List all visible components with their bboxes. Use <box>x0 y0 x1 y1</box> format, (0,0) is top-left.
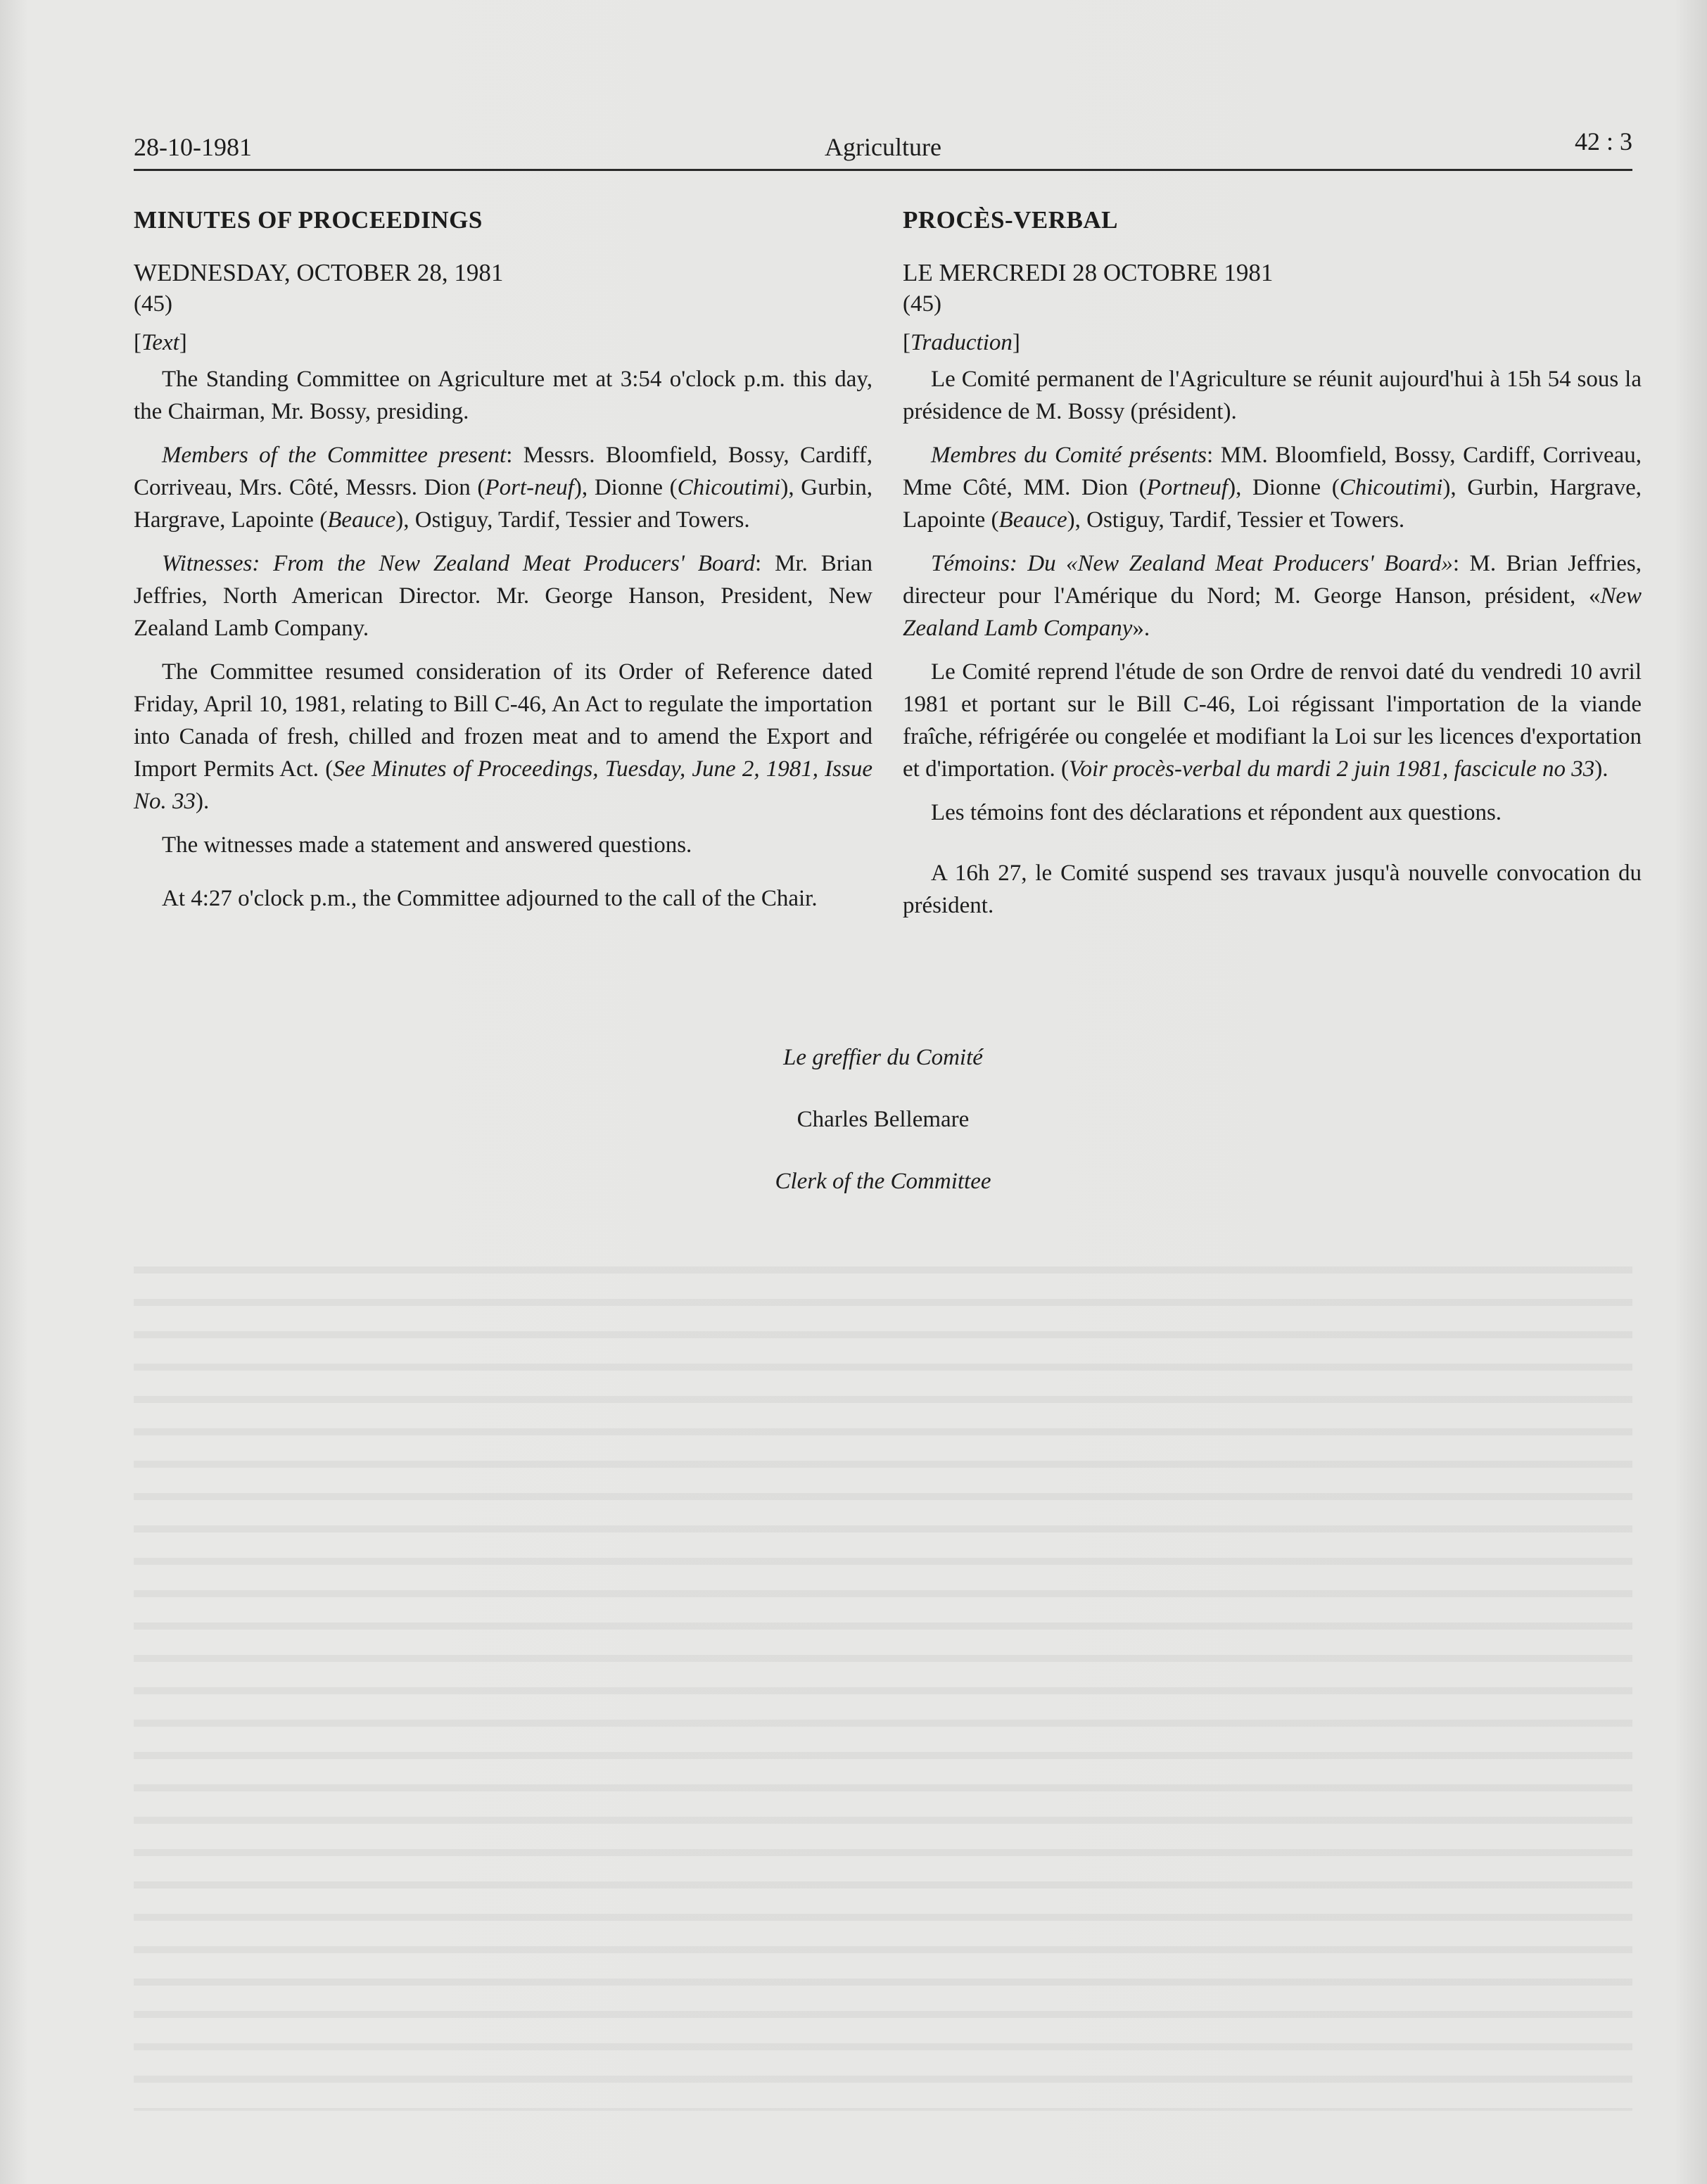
english-riding-beauce: Beauce <box>327 507 396 533</box>
french-witnesses-company: New Zealand Lamb Company <box>903 583 1642 641</box>
french-adjourn-paragraph: A 16h 27, le Comité suspend ses travaux jusqu'à nouvelle convocation du président. <box>903 861 1642 918</box>
french-witnesses-org: : Du «New Zealand Meat Producers' Board» <box>1009 551 1453 576</box>
bleed-through-texture <box>134 1266 1632 2111</box>
french-opening-paragraph: Le Comité permanent de l'Agriculture se réunit aujourd'hui à 15h 54 sous la présidence de M. Bossy (président). <box>903 367 1642 424</box>
french-members-text-3: ), Gurbin, Hargrave, Lapointe ( <box>903 475 1642 533</box>
french-members-text-1: : MM. Bloomfield, Bossy, Cardiff, Corriveau, Mme Côté, MM. Dion ( <box>903 443 1642 500</box>
english-adjourn-paragraph: At 4:27 o'clock p.m., the Committee adjourned to the call of the Chair. <box>162 886 818 911</box>
english-witnesses-org: : From the New Zealand Meat Producers' Board <box>252 551 756 576</box>
clerk-name: Charles Bellemare <box>797 1107 970 1132</box>
header-page-number: 42 : 3 <box>1574 127 1632 155</box>
english-meeting-number: (45) <box>134 291 172 317</box>
french-members-text-2: ), Dionne ( <box>1228 475 1340 500</box>
running-header <box>134 125 1632 171</box>
clerk-title-french: Le greffier du Comité <box>783 1045 983 1070</box>
french-witnesses-statement: Les témoins font des déclarations et répondent aux questions. <box>931 800 1502 825</box>
french-heading: PROCÈS-VERBAL <box>903 206 1118 234</box>
french-resume-reference: Voir procès-verbal du mardi 2 juin 1981, fascicule no 33 <box>1068 756 1595 782</box>
english-witnesses-paragraph <box>134 547 872 645</box>
french-riding-beauce: Beauce <box>998 507 1067 533</box>
english-members-text-4: ), Ostiguy, Tardif, Tessier and Towers. <box>395 507 750 533</box>
french-text-tag: [Traduction] <box>903 330 1020 355</box>
french-riding-portneuf: Portneuf <box>1146 475 1229 500</box>
french-witnesses-label: Témoins <box>931 551 1010 576</box>
english-opening-paragraph: The Standing Committee on Agriculture met at 3:54 o'clock p.m. this day, the Chairman, Mr. Bossy, presiding. <box>134 367 872 424</box>
english-witnesses-names: : Mr. Brian Jeffries, North American Director. Mr. George Hanson, President, New Zealand Lamb Company. <box>134 551 873 641</box>
french-riding-chicoutimi: Chicoutimi <box>1339 475 1443 500</box>
french-meeting-number: (45) <box>903 291 941 317</box>
french-witnesses-paragraph <box>903 547 1642 645</box>
french-date: LE MERCREDI 28 OCTOBRE 1981 <box>903 259 1274 286</box>
english-column <box>134 204 872 926</box>
english-members-text-1: : Messrs. Bloomfield, Bossy, Cardiff, Corriveau, Mrs. Côté, Messrs. Dion ( <box>134 443 872 500</box>
english-resume-reference: See Minutes of Proceedings, Tuesday, June 2, 1981, Issue No. 33 <box>134 756 873 814</box>
english-members-label: Members of the Committee present <box>162 443 507 468</box>
french-column <box>903 204 1642 933</box>
french-resume-end: ). <box>1594 756 1608 782</box>
french-members-label: Membres du Comité présents <box>931 443 1207 468</box>
french-text-tag-label: Traduction <box>910 330 1013 355</box>
english-text-tag-label: Text <box>141 330 179 355</box>
french-witnesses-names: : M. Brian Jeffries, directeur pour l'Amérique du Nord; M. George Hanson, président, « <box>903 551 1642 609</box>
english-witnesses-label: Witnesses <box>162 551 253 576</box>
english-resume-paragraph <box>134 656 872 818</box>
english-resume-text: The Committee resumed consideration of its Order of Reference dated Friday, April 10, 1981, relating to Bill C-46, An Act to regulate the importation into Canada of fresh, chilled and frozen meat and to amend the Export and Import Permits Act. ( <box>134 659 872 782</box>
french-witnesses-end: ». <box>1132 616 1150 641</box>
header-date: 28-10-1981 <box>134 133 252 161</box>
signature-block <box>134 1041 1632 1227</box>
english-resume-end: ). <box>196 789 210 814</box>
english-members-text-2: ), Dionne ( <box>573 475 678 500</box>
english-members-text-3: ), Gurbin, Hargrave, Lapointe ( <box>134 475 872 533</box>
english-date: WEDNESDAY, OCTOBER 28, 1981 <box>134 259 504 286</box>
french-resume-text: Le Comité reprend l'étude de son Ordre de renvoi daté du vendredi 10 avril 1981 et portant sur le Bill C-46, Loi régissant l'importation de la viande fraîche, réfrigérée ou congelée et modifiant la Loi sur les licences d'exportation et d'importation. ( <box>903 659 1642 782</box>
english-witnesses-statement: The witnesses made a statement and answered questions. <box>162 832 692 858</box>
french-members-paragraph <box>903 439 1642 536</box>
english-riding-portneuf: Port-neuf <box>485 475 574 500</box>
english-members-paragraph <box>134 439 872 536</box>
french-members-text-4: ), Ostiguy, Tardif, Tessier et Towers. <box>1067 507 1405 533</box>
french-resume-paragraph <box>903 656 1642 785</box>
english-text-tag: [Text] <box>134 330 187 355</box>
header-section: Agriculture <box>825 133 941 161</box>
english-riding-chicoutimi: Chicoutimi <box>677 475 781 500</box>
clerk-title-english: Clerk of the Committee <box>775 1169 991 1194</box>
english-heading: MINUTES OF PROCEEDINGS <box>134 206 483 234</box>
